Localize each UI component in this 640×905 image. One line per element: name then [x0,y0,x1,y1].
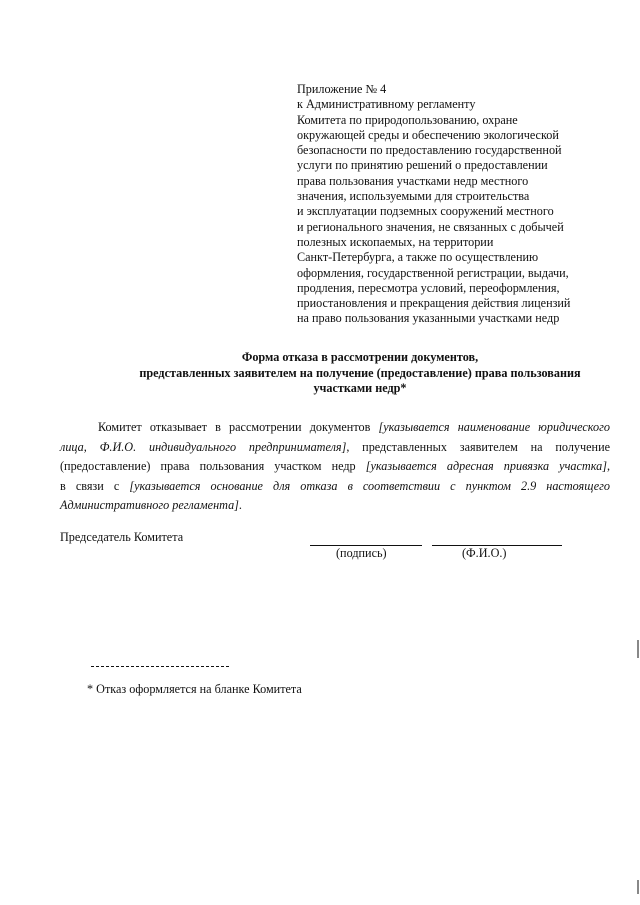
appendix-line: Приложение № 4 [297,82,387,96]
body-line-2 [60,438,610,458]
appendix-line: полезных ископаемых, на территории [297,234,494,249]
form-title [80,350,640,397]
appendix-line: значения, используемыми для строительства [297,189,530,204]
appendix-line: права пользования участками недр местного [297,173,529,188]
scan-artifact [637,640,639,658]
name-caption: (Ф.И.О.) [462,546,507,560]
appendix-header [297,82,607,327]
footnote-divider [91,666,229,667]
body-line-4 [60,477,610,497]
body-text-normal: в связи с [60,478,130,493]
appendix-line: к Административному регламенту [297,97,476,112]
scan-artifact [637,880,639,894]
appendix-line: на право пользования указанными участками недр [297,311,560,326]
signature-caption: (подпись) [336,546,387,560]
body-text-normal: (предоставление) права пользования участком недр [60,459,366,473]
body-line-1 [60,418,610,438]
appendix-line: услуги по принятию решений о предоставлении [297,158,548,173]
appendix-line: Комитета по природопользованию, охране [297,112,518,127]
appendix-line: приостановления и прекращения действия лицензий [297,296,571,311]
placeholder-regulation: Административного регламента] [60,498,239,512]
form-title-line: Форма отказа в рассмотрении документов, [241,350,479,364]
placeholder-legal-entity: [указывается наименование юридического [378,420,610,434]
footnote: * Отказ оформляется на бланке Комитета [87,682,302,696]
body-text-normal: , представленных заявителем на получение [346,439,610,454]
form-title-line: представленных заявителем на получение (предоставление) права пользования [139,365,581,380]
placeholder-refusal-reason: [указывается основание для отказа в соответствии с пунктом 2.9 настоящего [129,478,610,493]
body-line-3 [60,457,610,477]
placeholder-entrepreneur: лица, Ф.И.О. индивидуального предпринимателя] [60,439,347,454]
appendix-line: продления, пересмотра условий, переоформления, [297,280,560,295]
signatory-position: Председатель Комитета [60,530,184,544]
placeholder-site-address: [указывается адресная привязка участка] [365,459,607,473]
refusal-body [60,418,610,516]
appendix-line: Санкт-Петербурга, а также по осуществлению [297,250,539,265]
appendix-line: оформления, государственной регистрации, выдачи, [297,265,569,280]
appendix-line: и регионального значения, не связанных с добычей [297,219,564,234]
body-text-normal: . [238,498,242,512]
form-title-line: участками недр* [313,381,407,395]
appendix-line: окружающей среды и обеспечению экологической [297,127,559,142]
appendix-line: безопасности по предоставлению государственной [297,143,562,158]
body-text-normal: , [606,459,610,473]
body-line-5 [60,496,610,516]
body-text-normal: Комитет отказывает в рассмотрении документов [98,420,379,434]
appendix-line: и эксплуатации подземных сооружений местного [297,204,554,219]
